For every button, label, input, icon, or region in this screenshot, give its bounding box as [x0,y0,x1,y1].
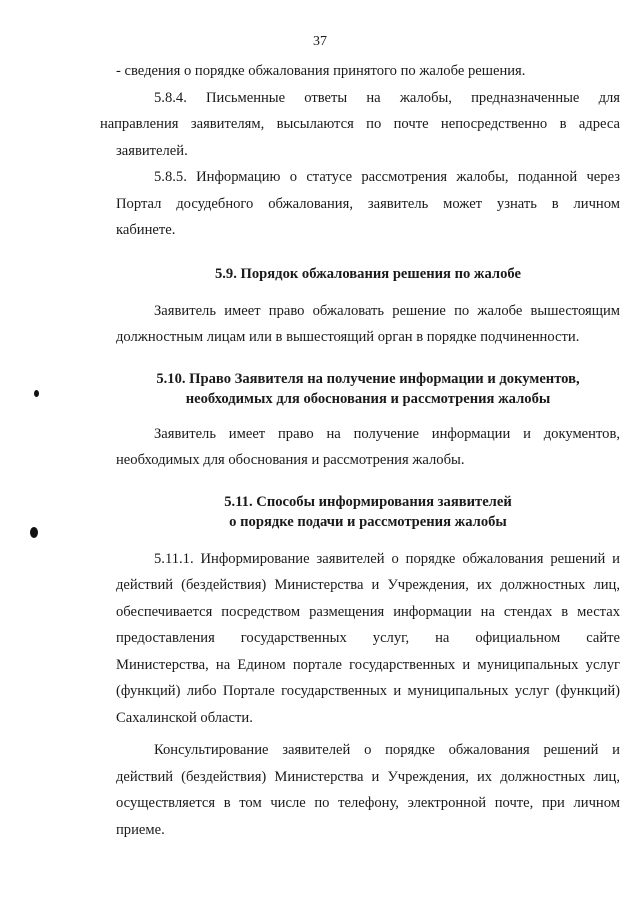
section-heading-5-10 [116,369,620,409]
text-line: заявителей. [116,142,188,159]
text-line: 5.11.1. Информирование заявителей о порядке обжалования решений и [154,550,620,567]
text-line: 5.8.5. Информацию о статусе рассмотрения жалобы, поданной через [154,169,620,185]
text-line: 5.8.4. Письменные ответы на жалобы, предназначенные для [154,89,620,106]
paragraph-5-11-1 [116,546,620,732]
page-number: 37 [313,34,327,49]
text-line: обеспечивается посредством размещения информации на стендах в местах [116,603,620,620]
heading-line: необходимых для обоснования и рассмотрения жалобы [185,390,551,407]
paragraph-consulting [116,737,620,843]
text-line: действий (бездействия) Министерства и Учреждения, их должностных лиц, [116,577,620,593]
text-line: должностным лицам или в вышестоящий орган в порядке подчиненности. [116,329,580,345]
section-heading-5-11 [116,492,620,532]
text-line: Консультирование заявителей о порядке обжалования решений и [154,742,620,758]
text-line: Сахалинской области. [116,709,253,726]
section-heading-5-9: 5.9. Порядок обжалования решения по жалобе [214,265,521,282]
text-line: действий (бездействия) Министерства и Учреждения, их должностных лиц, [116,768,620,785]
paragraph [116,58,620,85]
paragraph-5-10 [116,421,620,474]
text-line: Заявитель имеет право на получение информации и документов, [154,425,620,442]
text-line: Портал досудебного обжалования, заявитель может узнать в личном [116,195,620,212]
paragraph-5-8-4 [100,85,620,165]
text-line: (функций) либо Портале государственных и муниципальных услуг (функций) [116,683,620,699]
paragraph-5-8-5 [116,164,620,244]
text-line: необходимых для обоснования и рассмотрения жалобы. [116,452,465,468]
heading-line: 5.11. Способы информирования заявителей [224,493,512,510]
text-line: направления заявителям, высылаются по почте непосредственно в адреса [100,116,620,132]
text-line: осуществляется в том числе по телефону, электронной почте, при личном [116,795,620,811]
heading-line: 5.10. Право Заявителя на получение информации и документов, [156,370,580,387]
text-line: приеме. [116,821,165,838]
text-line: кабинете. [116,222,176,238]
text-line: Министерства, на Едином портале государственных и муниципальных услуг [116,656,620,673]
text-line: Заявитель имеет право обжаловать решение по жалобе вышестоящим [154,302,620,319]
text-line: предоставления государственных услуг, на официальном сайте [116,630,620,646]
paragraph-5-9 [116,298,620,351]
document-body [100,58,620,843]
scan-speck [34,390,39,397]
heading-line: о порядке подачи и рассмотрения жалобы [229,513,507,530]
text-line: - сведения о порядке обжалования принятого по жалобе решения. [116,63,526,79]
scan-speck [30,527,38,538]
